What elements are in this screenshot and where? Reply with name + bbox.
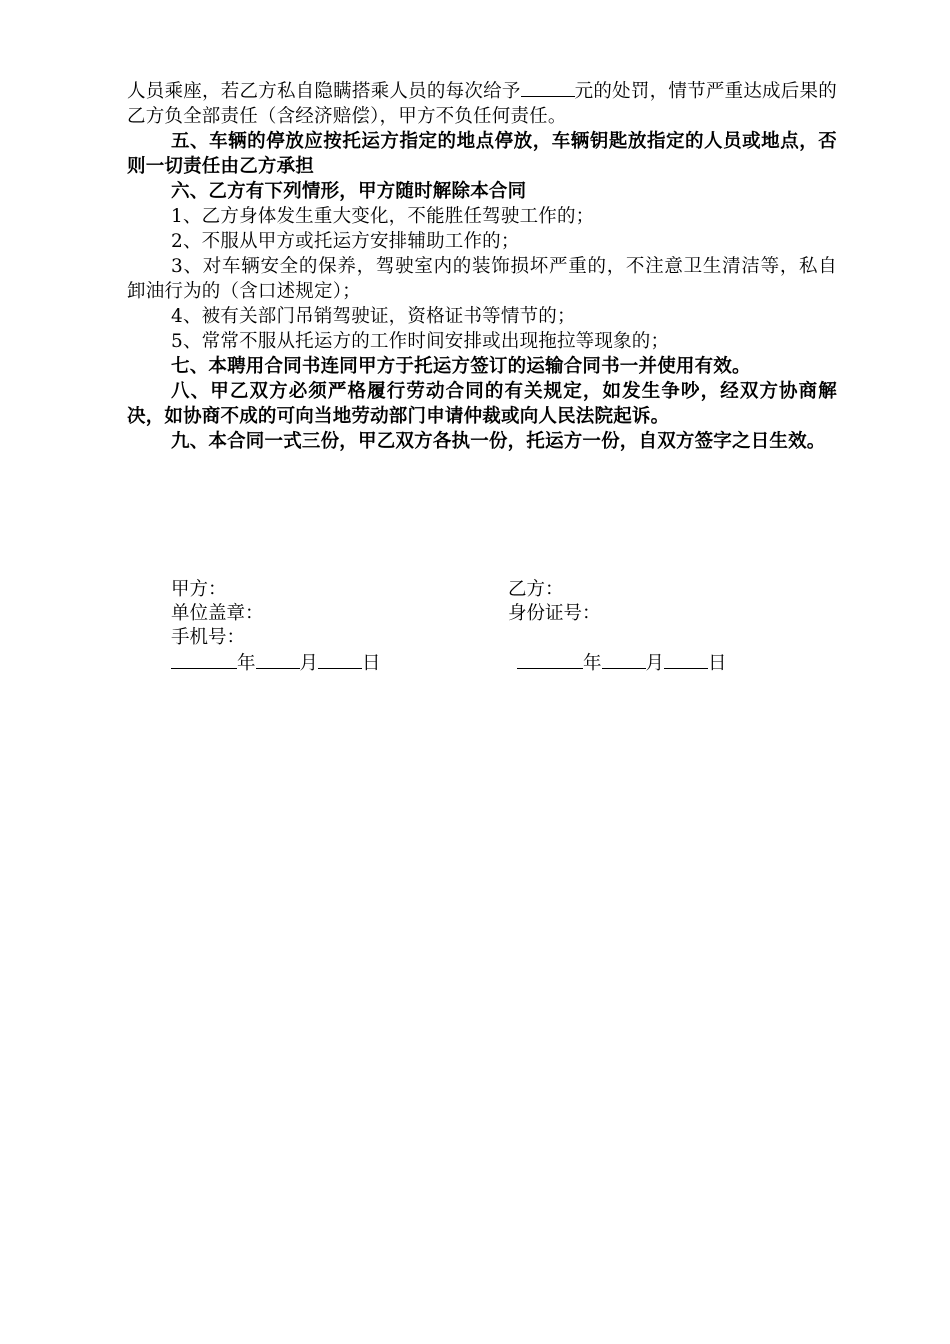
- clause-six-item-3: 3、对车辆安全的保养，驾驶室内的装饰损坏严重的，不注意卫生清洁等，私自卸油行为的（含口述规定）；: [127, 256, 837, 302]
- clause-nine: 九、本合同一式三份，甲乙双方各执一份，托运方一份，自双方签字之日生效。: [171, 431, 826, 452]
- fine-amount-blank[interactable]: [521, 78, 575, 97]
- id-number-label: 身份证号：: [508, 603, 601, 624]
- signature-row-date: [171, 650, 811, 674]
- signature-row-parties: [171, 578, 811, 602]
- month-label: 月: [645, 653, 665, 674]
- party-b-date: [517, 650, 727, 676]
- signature-block: [171, 578, 811, 674]
- party-b-label: 乙方：: [508, 579, 564, 600]
- clause-six: 六、乙方有下列情形，甲方随时解除本合同: [171, 181, 527, 202]
- party-a-month-blank[interactable]: [256, 650, 300, 669]
- clause-six-item-2: 2、不服从甲方或托运方安排辅助工作的；: [171, 231, 520, 252]
- clause-six-item-1: 1、乙方身体发生重大变化，不能胜任驾驶工作的；: [171, 206, 595, 227]
- party-a-label: 甲方：: [171, 579, 227, 600]
- day-label: 日: [708, 653, 727, 674]
- year-label: 年: [237, 653, 256, 674]
- party-a-day-blank[interactable]: [318, 650, 362, 669]
- clause-six-item-4: 4、被有关部门吊销驾驶证，资格证书等情节的；: [171, 306, 576, 327]
- party-b-day-blank[interactable]: [664, 650, 708, 669]
- penalty-text-a: 人员乘座，若乙方私自隐瞒搭乘人员的每次给予: [127, 81, 521, 102]
- contract-body: [127, 78, 837, 454]
- month-label: 月: [299, 653, 319, 674]
- clause-five: 五、车辆的停放应按托运方指定的地点停放，车辆钥匙放指定的人员或地点，否则一切责任由乙方承担: [127, 131, 837, 177]
- paragraph-penalty: [127, 78, 837, 129]
- seal-label: 单位盖章：: [171, 603, 264, 624]
- clause-six-item-5: 5、常常不服从托运方的工作时间安排或出现拖拉等现象的；: [171, 331, 670, 352]
- year-label: 年: [583, 653, 602, 674]
- signature-row-seal: [171, 602, 811, 626]
- day-label: 日: [362, 653, 381, 674]
- clause-seven: 七、本聘用合同书连同甲方于托运方签订的运输合同书一并使用有效。: [171, 356, 751, 377]
- party-b-month-blank[interactable]: [602, 650, 646, 669]
- party-b-year-blank[interactable]: [517, 650, 583, 669]
- party-a-year-blank[interactable]: [171, 650, 237, 669]
- clause-eight: 八、甲乙双方必须严格履行劳动合同的有关规定，如发生争吵，经双方协商解决，如协商不成的可向当地劳动部门申请仲裁或向人民法院起诉。: [127, 381, 837, 427]
- phone-label: 手机号：: [171, 627, 246, 648]
- signature-row-phone: [171, 626, 811, 650]
- party-a-date: [171, 650, 381, 676]
- penalty-text-b: 元的处罚，情节严重达成后果的乙方负全部责任（含经济赔偿），甲方不负任何责任。: [127, 81, 837, 127]
